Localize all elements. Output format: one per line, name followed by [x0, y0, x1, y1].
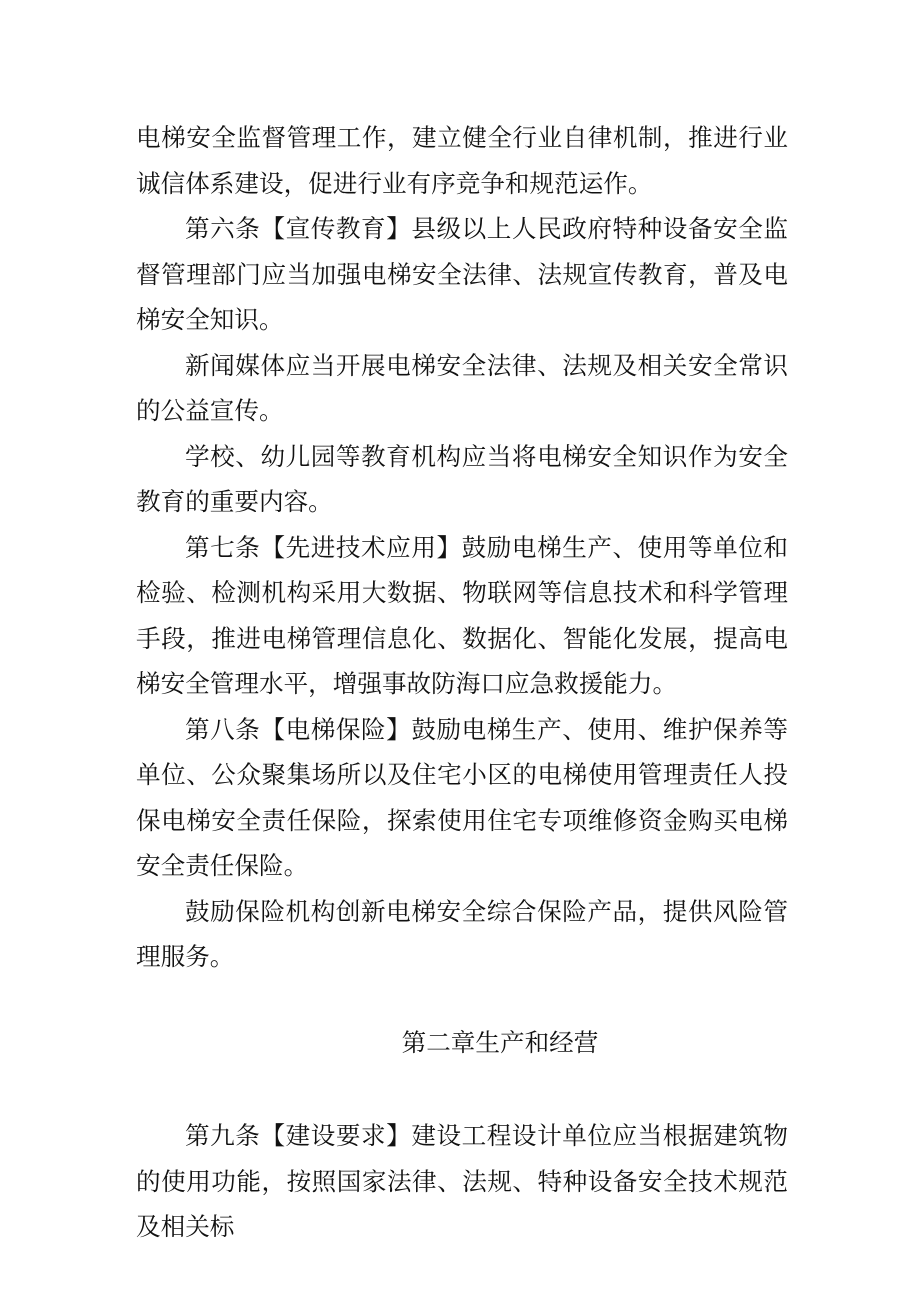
paragraph-article-9: 第九条【建设要求】建设工程设计单位应当根据建筑物的使用功能，按照国家法律、法规、特种设备安全技术规范及相关标 [136, 1121, 788, 1241]
paragraph-article-7: 第七条【先进技术应用】鼓励电梯生产、使用等单位和检验、检测机构采用大数据、物联网等信息技术和科学管理手段，推进电梯管理信息化、数据化、智能化发展，提高电梯安全管理水平，增强事故防海口应急救援能力。 [136, 532, 788, 698]
body-text-bottom [136, 1113, 788, 1250]
body-text-top [136, 115, 788, 980]
paragraph-insurance: 鼓励保险机构创新电梯安全综合保险产品，提供风险管理服务。 [136, 896, 788, 971]
chapter-heading: 第二章生产和经营 [401, 1028, 599, 1057]
paragraph-continuation: 电梯安全监督管理工作，建立健全行业自律机制，推进行业诚信体系建设，促进行业有序竞争和规范运作。 [136, 123, 788, 198]
paragraph-media: 新闻媒体应当开展电梯安全法律、法规及相关安全常识的公益宣传。 [136, 350, 788, 425]
paragraph-article-6: 第六条【宣传教育】县级以上人民政府特种设备安全监督管理部门应当加强电梯安全法律、法规宣传教育，普及电梯安全知识。 [136, 214, 788, 334]
paragraph-article-8: 第八条【电梯保险】鼓励电梯生产、使用、维护保养等单位、公众聚集场所以及住宅小区的电梯使用管理责任人投保电梯安全责任保险，探索使用住宅专项维修资金购买电梯安全责任保险。 [136, 714, 788, 880]
paragraph-schools: 学校、幼儿园等教育机构应当将电梯安全知识作为安全教育的重要内容。 [136, 441, 788, 516]
